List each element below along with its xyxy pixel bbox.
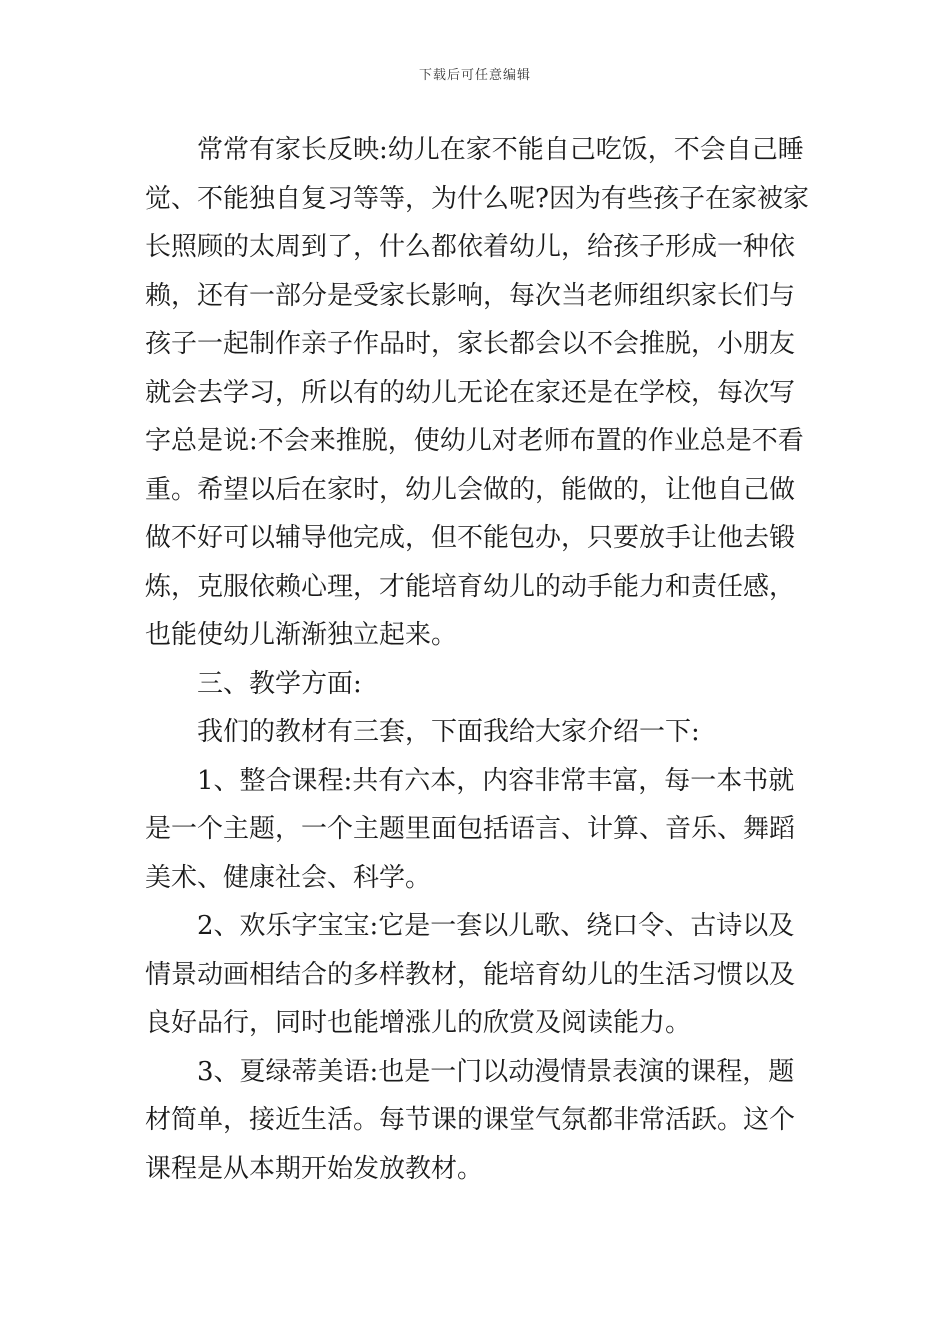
text-line: 3、夏绿蒂美语:也是一门以动漫情景表演的课程，题 — [197, 1056, 795, 1087]
text-line: 常常有家长反映:幼儿在家不能自己吃饭，不会自己睡 — [197, 135, 804, 165]
section-heading: 三、教学方面: — [197, 668, 362, 699]
text-line: 2、欢乐字宝宝:它是一套以儿歌、绕口令、古诗以及 — [197, 911, 795, 941]
text-line: 1、整合课程:共有六本，内容非常丰富，每一本书就 — [197, 765, 795, 796]
text-line: 我们的教材有三套，下面我给大家介绍一下: — [197, 717, 700, 747]
text-line: 就会去学习，所以有的幼儿无论在家还是在学校，每次写 — [145, 377, 796, 408]
text-line: 材简单，接近生活。每节课的课堂气氛都非常活跃。这个 — [145, 1105, 796, 1135]
text-line: 炼，克服依赖心理，才能培育幼儿的动手能力和责任感， — [145, 571, 796, 602]
text-line: 是一个主题，一个主题里面包括语言、计算、音乐、舞蹈 — [145, 814, 796, 844]
text-line: 字总是说:不会来推脱，使幼儿对老师布置的作业总是不看 — [145, 426, 804, 456]
text-line: 也能使幼儿渐渐独立起来。 — [145, 620, 458, 650]
text-line: 长照顾的太周到了，什么都依着幼儿，给孩子形成一种依 — [145, 232, 796, 262]
text-line: 赖，还有一部分是受家长影响，每次当老师组织家长们与 — [145, 280, 796, 311]
text-line: 课程是从本期开始发放教材。 — [145, 1153, 484, 1184]
text-line: 情景动画相结合的多样教材，能培育幼儿的生活习惯以及 — [145, 959, 796, 990]
text-line: 孩子一起制作亲子作品时，家长都会以不会推脱，小朋友 — [145, 329, 796, 359]
text-line: 良好品行，同时也能增涨儿的欣赏及阅读能力。 — [145, 1008, 692, 1038]
page-header: 下载后可任意编辑 — [418, 68, 531, 83]
text-line: 觉、不能独自复习等等，为什么呢?因为有些孩子在家被家 — [145, 183, 809, 214]
text-line: 做不好可以辅导他完成，但不能包办，只要放手让他去锻 — [145, 523, 796, 553]
document-body — [145, 126, 810, 1193]
text-line: 重。希望以后在家时，幼儿会做的，能做的，让他自己做 — [145, 474, 796, 505]
text-line: 美术、健康社会、科学。 — [145, 862, 432, 893]
